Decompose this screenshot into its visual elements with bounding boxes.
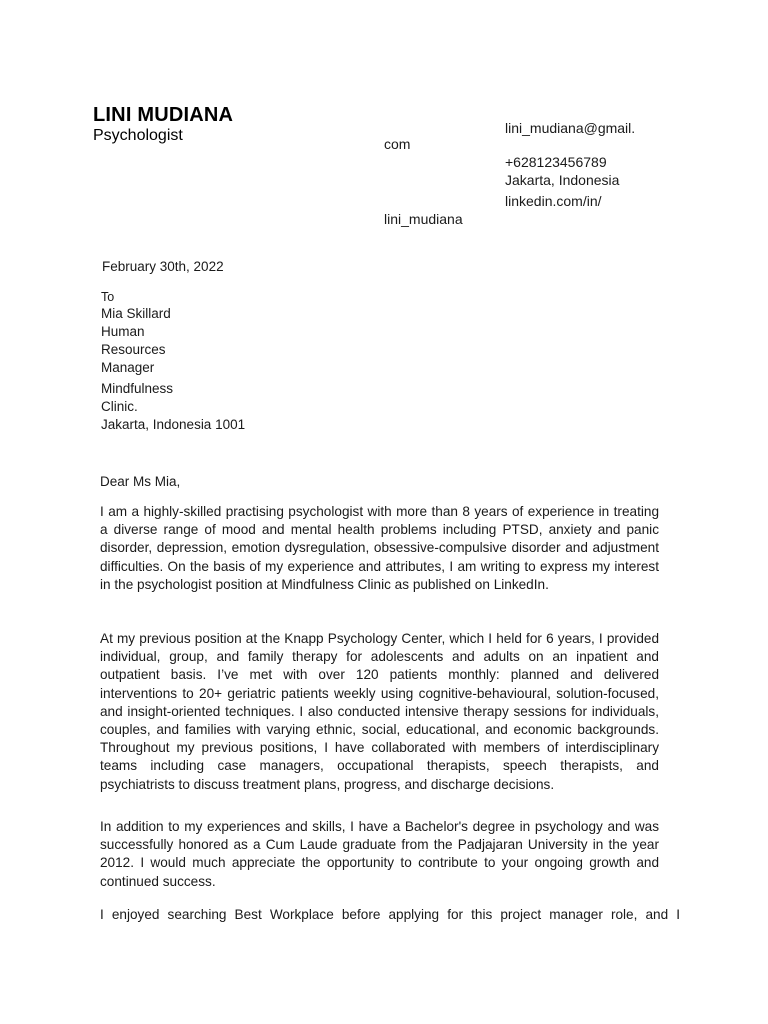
email-line-2: com [384,136,411,152]
body-paragraph-3: In addition to my experiences and skills, I have a Bachelor's degree in psychology and was successfully honored as a Cum Laude graduate from the Padjajaran University in the year 2012. I would much appreciate the opportunity to contribute to your ongoing growth and continued success. [100,819,659,889]
phone-number: +628123456789 [505,154,607,170]
sender-name: LINI MUDIANA [93,104,234,126]
body-paragraph-4: I enjoyed searching Best Workplace before applying for this project manager role, and I [100,907,680,922]
linkedin-line-1: linkedin.com/in/ [505,193,602,209]
body-paragraph-2: At my previous position at the Knapp Psychology Center, which I held for 6 years, I provided individual, group, and family therapy for adolescents and adults on an inpatient and outpatient basis. I’ve met with over 120 patients monthly: planned and delivered interventions to 20+ geriatric patients weekly using cognitive-behavioural, solution-focused, and insight-oriented techniques. I also conducted intensive therapy sessions for individuals, couples, and families with varying ethnic, social, educational, and economic backgrounds. Throughout my previous positions, I have collaborated with members of interdisciplinary teams including case managers, occupational therapists, speech therapists, and psychiatrists to discuss treatment plans, progress, and discharge decisions. [100,631,659,792]
email-line-1: lini_mudiana@gmail. [505,120,636,136]
sender-title: Psychologist [93,127,183,144]
recipient-role-3: Manager [101,360,155,375]
recipient-name: Mia Skillard [101,306,171,321]
recipient-company-1: Mindfulness [101,381,174,396]
body-paragraph-1: I am a highly-skilled practising psychologist with more than 8 years of experience in treating a diverse range of mood and mental health problems including PTSD, anxiety and panic disorder, depression, emotion dysregulation, obsessive-compulsive disorder and adjustment difficulties. On the basis of my experience and attributes, I am writing to express my interest in the psychologist position at Mindfulness Clinic as published on LinkedIn. [100,504,659,592]
letter-date: February 30th, 2022 [102,259,224,274]
recipient-role-1: Human [101,324,145,339]
linkedin-line-2: lini_mudiana [384,211,463,227]
recipient-role-2: Resources [101,342,166,357]
recipient-to: To [101,290,115,304]
salutation: Dear Ms Mia, [100,474,181,489]
location: Jakarta, Indonesia [505,172,620,188]
recipient-address: Jakarta, Indonesia 1001 [101,417,246,432]
recipient-company-2: Clinic. [101,399,138,414]
